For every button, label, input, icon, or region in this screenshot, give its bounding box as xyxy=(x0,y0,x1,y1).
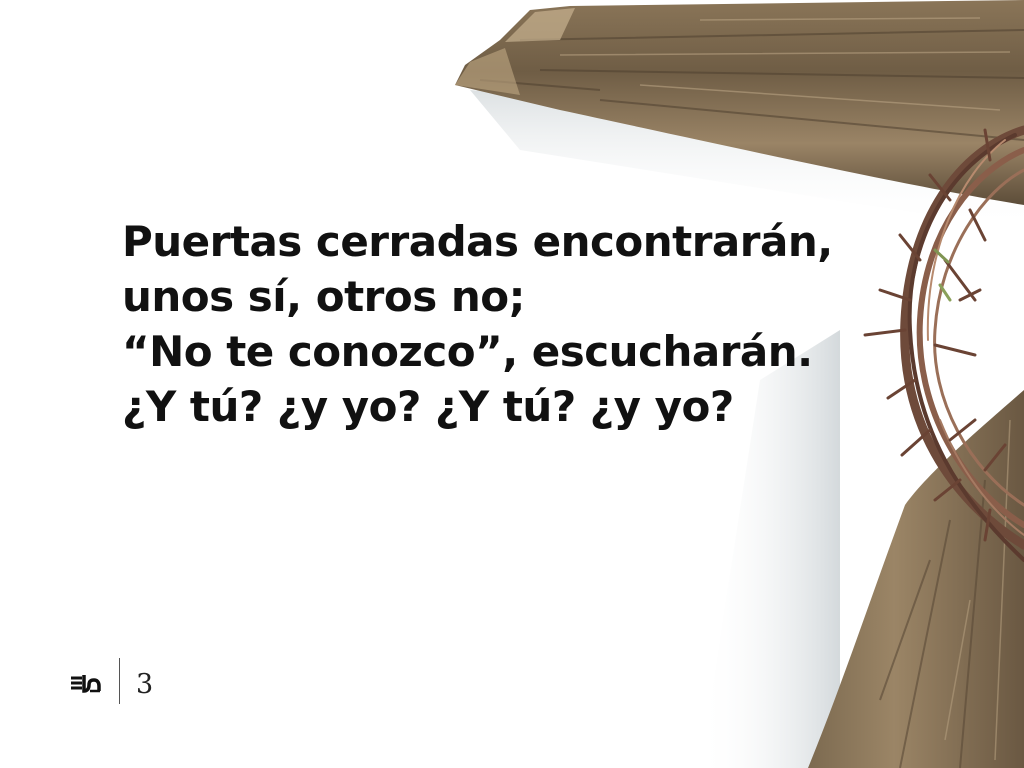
hymnal-logo-icon xyxy=(70,672,102,694)
lyric-line-4: ¿Y tú? ¿y yo? ¿Y tú? ¿y yo? xyxy=(122,382,734,431)
lyric-line-2: unos sí, otros no; xyxy=(122,272,525,321)
page-number: 3 xyxy=(136,669,154,700)
lyric-line-1: Puertas cerradas encontrarán, xyxy=(122,217,833,266)
cross-vertical-post xyxy=(808,390,1024,768)
lyric-line-3: “No te conozco”, escucharán. xyxy=(122,327,813,376)
footer-divider xyxy=(119,658,120,704)
lyrics-block xyxy=(122,214,882,434)
